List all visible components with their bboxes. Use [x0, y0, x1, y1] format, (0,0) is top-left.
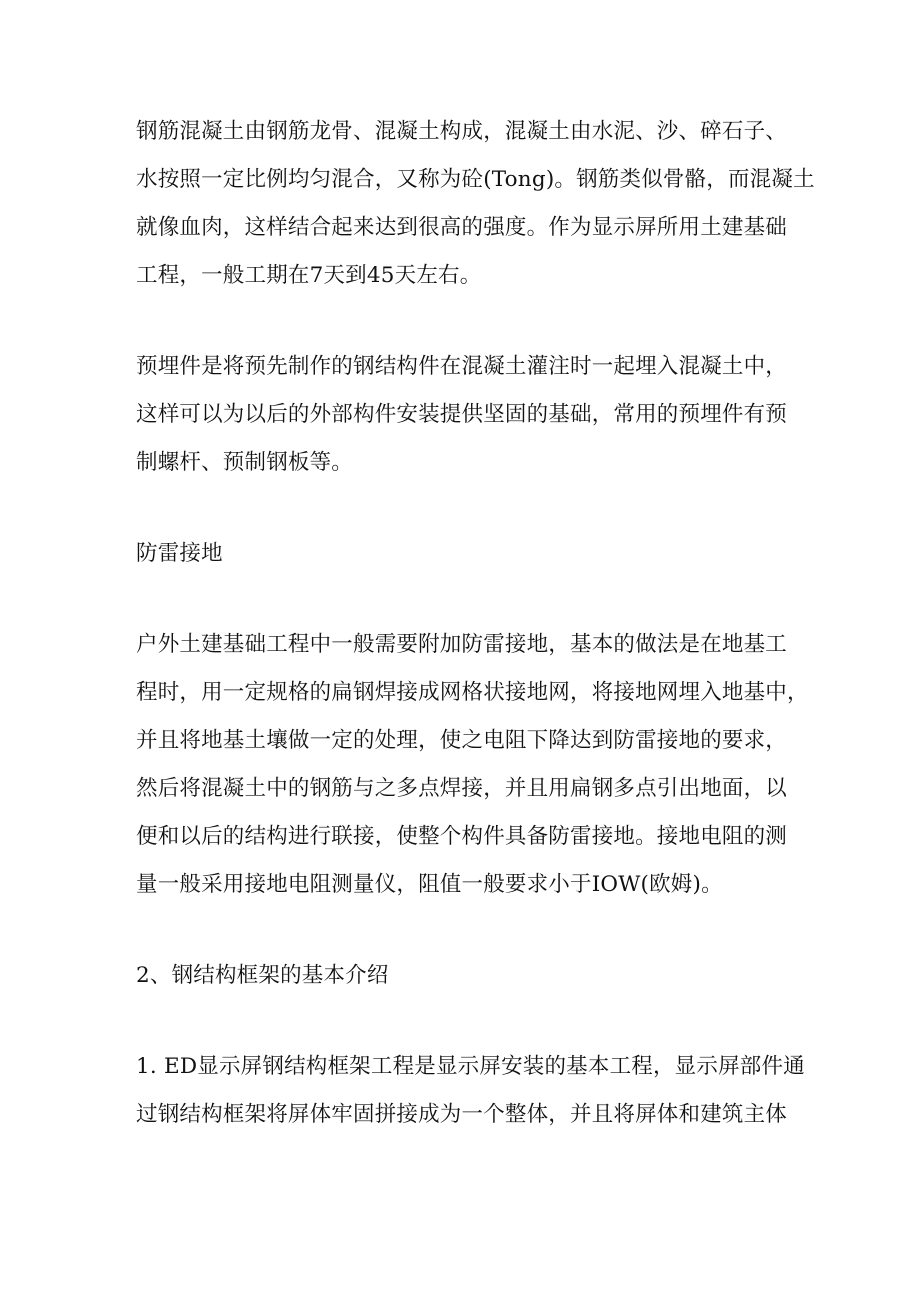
- text-line: 水按照一定比例均匀混合，又称为砼(Tong)。钢筋类似骨骼，而混凝土: [136, 167, 815, 192]
- text-line: 预埋件是将预先制作的钢结构件在混凝土灌注时一起埋入混凝土中，: [136, 354, 788, 379]
- text-line: 然后将混凝土中的钢筋与之多点焊接，并且用扁钢多点引出地面，以: [136, 776, 788, 801]
- text-line: 过钢结构框架将屏体牢固拼接成为一个整体，并且将屏体和建筑主体: [136, 1102, 788, 1127]
- heading-text: 防雷接地: [136, 541, 223, 566]
- text-line: 工程，一般工期在7天到45天左右。: [136, 263, 482, 288]
- heading-steel-frame: [136, 952, 820, 1000]
- text-line: 制螺杆、预制钢板等。: [136, 450, 354, 475]
- heading-text: 2、钢结构框架的基本介绍: [136, 963, 389, 988]
- paragraph-embedded-parts: [136, 343, 820, 487]
- text-line: 量一般采用接地电阻测量仪，阻值一般要求小于IOW(欧姆)。: [136, 872, 723, 897]
- paragraph-steel-frame: [136, 1043, 820, 1139]
- text-line: 1. ED显示屏钢结构框架工程是显示屏安装的基本工程，显示屏部件通: [136, 1054, 805, 1079]
- paragraph-reinforced-concrete: [136, 108, 820, 300]
- text-line: 就像血肉，这样结合起来达到很高的强度。作为显示屏所用土建基础: [136, 215, 788, 240]
- text-line: 这样可以为以后的外部构件安装提供坚固的基础，常用的预埋件有预: [136, 402, 788, 427]
- text-line: 并且将地基土壤做一定的处理，使之电阻下降达到防雷接地的要求，: [136, 728, 788, 753]
- text-line: 程时，用一定规格的扁钢焊接成网格状接地网，将接地网埋入地基中，: [136, 680, 809, 705]
- heading-lightning-grounding: [136, 530, 820, 578]
- text-line: 钢筋混凝土由钢筋龙骨、混凝土构成，混凝土由水泥、沙、碎石子、: [136, 119, 788, 144]
- paragraph-lightning-grounding: [136, 621, 820, 909]
- text-line: 便和以后的结构进行联接，使整个构件具备防雷接地。接地电阻的测: [136, 824, 788, 849]
- text-line: 户外土建基础工程中一般需要附加防雷接地，基本的做法是在地基工: [136, 632, 788, 657]
